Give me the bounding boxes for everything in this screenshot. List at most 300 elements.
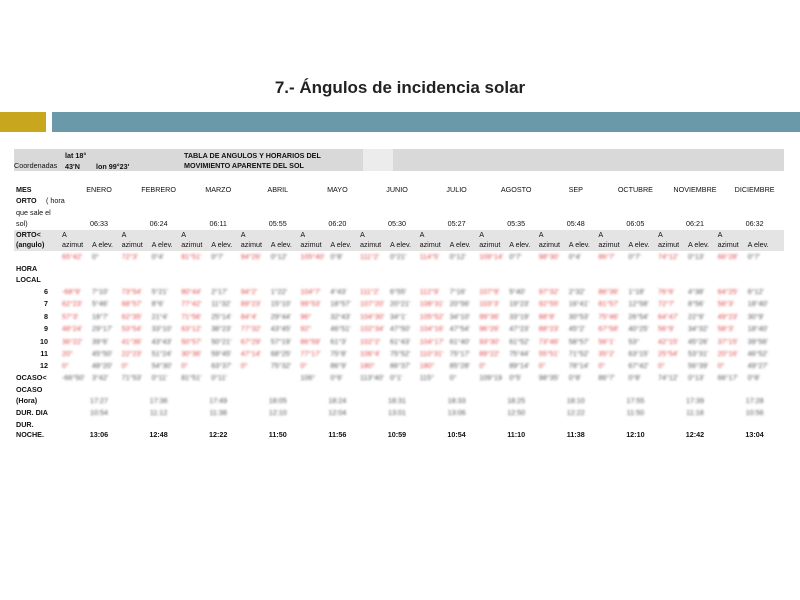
orto-time: 05:35 bbox=[507, 219, 526, 228]
dur-dia-value: 10:54 bbox=[90, 408, 108, 417]
hour-row-10 bbox=[14, 337, 784, 349]
hour-row-12 bbox=[14, 361, 784, 373]
hour-angle-elevation: 4°43' bbox=[330, 287, 347, 296]
hour-angle-azimut: 96°26' bbox=[479, 324, 500, 334]
hour-angle-elevation: 8°6' bbox=[151, 299, 164, 309]
hour-angle-elevation: 19°23' bbox=[509, 299, 530, 309]
dur-noche-value: 12:48 bbox=[149, 430, 168, 439]
hour-angle-elevation: 2°32' bbox=[568, 287, 586, 296]
orto-angle-header bbox=[14, 230, 784, 251]
hour-angle-azimut: 104°17' bbox=[419, 336, 444, 346]
hour-angle-elevation: 61°40' bbox=[449, 336, 470, 346]
orto-time: 06:11 bbox=[209, 219, 227, 228]
month-name: NOVIEMBRE bbox=[673, 185, 717, 194]
hour-angle-azimut: 80°44' bbox=[181, 287, 202, 296]
hour-angle-elevation: 75°17' bbox=[449, 349, 470, 358]
ocaso-angle-azimut: 74°12' bbox=[658, 373, 679, 382]
hour-angle-elevation: 1°18' bbox=[628, 287, 645, 296]
hour-angle-azimut: 50°57' bbox=[181, 336, 202, 346]
hour-angle-azimut: 20°16' bbox=[717, 349, 738, 358]
a-letter: A bbox=[181, 230, 186, 239]
azimut-label: azimut bbox=[598, 240, 620, 249]
hour-angle-azimut: 71°56' bbox=[181, 311, 202, 321]
ocaso-time: 18:31 bbox=[388, 396, 406, 405]
hour-angle-elevation: 61°52' bbox=[509, 336, 530, 346]
ocaso-angle-elevation: 0°8' bbox=[747, 373, 760, 382]
ocaso-angle-azimut: 81°51' bbox=[181, 373, 202, 382]
ocaso-angle-elevation: 3°42' bbox=[92, 373, 109, 382]
month-name: MAYO bbox=[327, 185, 348, 194]
hour-angle-azimut: -68°9' bbox=[62, 287, 81, 296]
hour-angle-elevation: 75°52' bbox=[390, 349, 411, 358]
hour-angle-elevation: 38°23' bbox=[211, 324, 232, 334]
orto-time: 06:32 bbox=[745, 219, 764, 228]
hour-angle-elevation: 78°14' bbox=[568, 361, 590, 371]
orto-sub-label: que sale el sol) bbox=[16, 208, 51, 228]
hour-angle-elevation: 85°28' bbox=[449, 361, 470, 371]
hour-angle-elevation: 6°12' bbox=[747, 287, 764, 296]
orto-time: 05:55 bbox=[268, 219, 287, 228]
orto-angle-elevation: 0°4' bbox=[568, 252, 582, 261]
month-name: JUNIO bbox=[386, 185, 408, 194]
ocaso-angle-elevation: 0° bbox=[449, 373, 457, 382]
ocaso-time: 18:05 bbox=[268, 396, 287, 405]
hour-angle-elevation: 50°21' bbox=[211, 336, 232, 346]
hour-angle-elevation: 39°56' bbox=[747, 336, 768, 346]
hour-label: 12 bbox=[40, 361, 48, 371]
ocaso-angle-elevation: 0°6' bbox=[330, 373, 343, 382]
hour-angle-elevation: 18°57' bbox=[330, 299, 351, 309]
hour-angle-azimut: 99°36' bbox=[479, 311, 500, 321]
hour-angle-azimut: 86°59' bbox=[300, 336, 321, 346]
dur-dia-value: 11:18 bbox=[686, 408, 704, 417]
hour-angle-elevation: 25°14' bbox=[211, 311, 232, 321]
hour-angle-azimut: 0° bbox=[717, 361, 725, 371]
orto-time: 05:30 bbox=[388, 219, 406, 228]
hour-label: 9 bbox=[44, 324, 48, 334]
orto-angle-elevation: 0°12' bbox=[449, 252, 466, 261]
ocaso-time: 17:28 bbox=[745, 396, 764, 405]
hour-angle-azimut: 57°3' bbox=[62, 311, 79, 321]
hour-row-11 bbox=[14, 349, 784, 361]
orto-time: 06:05 bbox=[626, 219, 645, 228]
hour-angle-elevation: 48°20' bbox=[92, 361, 113, 371]
hour-angle-elevation: 45°26' bbox=[688, 336, 709, 346]
hour-angle-azimut: 102°34' bbox=[360, 324, 385, 334]
hour-angle-elevation: 53° bbox=[628, 336, 640, 346]
azimut-label: azimut bbox=[419, 240, 441, 249]
hour-row-8 bbox=[14, 312, 784, 324]
hour-angle-elevation: 68°25' bbox=[270, 349, 292, 358]
hour-angle-elevation: 63°15' bbox=[628, 349, 649, 358]
orto-angle-elevation: 0° bbox=[92, 252, 99, 261]
hour-angle-elevation: 43°43' bbox=[151, 336, 172, 346]
noche-label: NOCHE. bbox=[16, 430, 44, 439]
hour-angle-azimut: 84°4' bbox=[240, 311, 258, 321]
azimut-label: azimut bbox=[717, 240, 739, 249]
hour-angle-azimut: 42°15' bbox=[658, 336, 679, 346]
hour-angle-elevation: 34°32' bbox=[688, 324, 709, 334]
ocaso-hora-label: (Hora) bbox=[16, 396, 38, 405]
hour-angle-azimut: 96° bbox=[300, 311, 312, 321]
hour-angle-elevation: 34°1' bbox=[390, 311, 407, 321]
aelev-label: A elev. bbox=[92, 240, 114, 249]
hour-angle-azimut: 0° bbox=[121, 361, 129, 371]
ocaso-hora-row bbox=[14, 385, 784, 407]
orto-angle-azimut: 109°14' bbox=[479, 252, 504, 261]
orto-angle-azimut: 66°28' bbox=[717, 252, 738, 261]
hour-angle-azimut: 62°35' bbox=[121, 311, 142, 321]
hour-angle-elevation: 75°32' bbox=[270, 361, 292, 371]
dur-noche-value: 13:04 bbox=[745, 430, 764, 439]
dur-noche-value: 12:10 bbox=[626, 430, 645, 439]
hour-angle-elevation: 49°27' bbox=[747, 361, 768, 371]
orto-angle-azimut: 86°7' bbox=[598, 252, 615, 261]
hour-angle-azimut: 180° bbox=[360, 361, 375, 371]
accent-bar-teal bbox=[52, 112, 800, 132]
hour-angle-azimut: 64°47' bbox=[658, 311, 679, 321]
hour-angle-azimut: 105°52' bbox=[419, 311, 444, 321]
ocaso-angle-elevation: 0°8' bbox=[628, 373, 641, 382]
hour-angle-elevation: 22°9' bbox=[688, 311, 705, 321]
hour-angle-elevation: 58°57' bbox=[568, 336, 590, 346]
hour-angle-azimut: 102°2' bbox=[360, 336, 381, 346]
hour-angle-elevation: 45°2' bbox=[568, 324, 586, 334]
hour-angle-elevation: 46°51' bbox=[330, 324, 351, 334]
aelev-label: A elev. bbox=[509, 240, 531, 249]
hour-angle-elevation: 8°56' bbox=[688, 299, 705, 309]
aelev-label: A elev. bbox=[270, 240, 292, 249]
hour-angle-azimut: 35°2' bbox=[598, 349, 615, 358]
hour-angle-azimut: 75°46' bbox=[598, 311, 619, 321]
orto-angle-elevation: 0°8' bbox=[330, 252, 343, 261]
hour-angle-elevation: 18°7' bbox=[92, 311, 109, 321]
orto-angle-azimut: 98°30' bbox=[538, 252, 560, 261]
azimut-label: azimut bbox=[300, 240, 322, 249]
hour-angle-azimut: 0° bbox=[240, 361, 248, 371]
orto-angle-elevation: 0°21' bbox=[390, 252, 407, 261]
ocaso-time: 17:39 bbox=[686, 396, 704, 405]
hour-angle-elevation: 30°53' bbox=[568, 311, 590, 321]
dur-dia-value: 12:04 bbox=[328, 408, 347, 417]
hour-angle-azimut: 107°9' bbox=[479, 287, 500, 296]
a-letter: A bbox=[598, 230, 604, 239]
hour-angle-azimut: 111°2' bbox=[360, 287, 380, 296]
hour-angle-elevation: 18°40' bbox=[747, 299, 768, 309]
hour-row-6 bbox=[14, 287, 784, 299]
hour-angle-elevation: 39°6' bbox=[92, 336, 109, 346]
hour-angle-azimut: 0° bbox=[658, 361, 665, 371]
hour-angle-azimut: 89°22' bbox=[479, 349, 500, 358]
month-name: ABRIL bbox=[267, 185, 289, 194]
hour-angle-azimut: 67°29' bbox=[240, 336, 262, 346]
coordenadas-label: Coordenadas bbox=[14, 161, 58, 170]
month-name: MARZO bbox=[205, 185, 232, 194]
hour-angle-elevation: 47°23' bbox=[509, 324, 530, 334]
a-letter: A bbox=[121, 230, 127, 239]
longitude: lon 99°23' bbox=[96, 162, 130, 171]
orto-angle-azimut: 81°51' bbox=[181, 252, 202, 261]
ocaso-angle-azimut: 109°19 bbox=[479, 373, 503, 382]
ocaso-angle-elevation: 0°1' bbox=[390, 373, 403, 382]
ocaso-angle-azimut: 71°53' bbox=[121, 373, 142, 382]
ocaso-angle-azimut: 98°35' bbox=[538, 373, 560, 382]
hour-angle-azimut: 103°3' bbox=[479, 299, 500, 309]
month-name: ENERO bbox=[86, 185, 112, 194]
a-letter: A bbox=[538, 230, 544, 239]
hour-angle-azimut: 107°20' bbox=[360, 299, 385, 309]
hour-angle-azimut: 92°55' bbox=[538, 299, 560, 309]
azimut-label: azimut bbox=[240, 240, 262, 249]
hour-label: 6 bbox=[44, 287, 48, 296]
ocaso-time: 18:33 bbox=[447, 396, 466, 405]
orto-angle-elevation: 0°7' bbox=[628, 252, 641, 261]
orto-time: 06:20 bbox=[328, 219, 347, 228]
orto-angle-elevation: 0°12' bbox=[270, 252, 288, 261]
orto-hora-note: ( hora bbox=[46, 196, 65, 205]
hour-angle-azimut: 89°23' bbox=[240, 299, 262, 309]
aelev-label: A elev. bbox=[390, 240, 412, 249]
hour-angle-elevation: 75°44' bbox=[509, 349, 530, 358]
hour-angle-elevation: 2°17' bbox=[211, 287, 228, 296]
hour-angle-azimut: 56°9' bbox=[658, 324, 675, 334]
table-header-right bbox=[393, 149, 784, 171]
table-title: TABLA DE ANGULOS Y HORARIOS DEL MOVIMIENTO APARENTE DEL SOL bbox=[184, 151, 321, 170]
orto-angle-azimut: 65°42' bbox=[62, 252, 83, 261]
hour-angle-azimut: 67°58' bbox=[598, 324, 619, 334]
orto-angle-azimut: 94°26' bbox=[240, 252, 262, 261]
hour-angle-elevation: 33°19' bbox=[509, 311, 530, 321]
dur-dia-row bbox=[14, 408, 784, 419]
a-letter: A bbox=[240, 230, 246, 239]
hour-angle-azimut: 36°22' bbox=[62, 336, 83, 346]
dur-dia-value: 11:12 bbox=[149, 408, 168, 417]
angulo-label: (angulo) bbox=[16, 240, 45, 249]
orto-angle-elevation: 0°4' bbox=[151, 252, 164, 261]
hour-angle-elevation: 67°42' bbox=[628, 361, 649, 371]
hour-label: 8 bbox=[44, 311, 48, 321]
ocaso-angle-azimut: 106° bbox=[300, 373, 316, 382]
orto-time: 05:48 bbox=[566, 219, 585, 228]
hour-angle-elevation: 61°3' bbox=[330, 336, 347, 346]
hour-angle-elevation: 16°41' bbox=[568, 299, 590, 309]
hour-angle-elevation: 40°25' bbox=[628, 324, 649, 334]
hour-angle-azimut: 112°9' bbox=[419, 287, 440, 296]
hour-angle-azimut: 0° bbox=[479, 361, 487, 371]
hour-angle-elevation: 51°24' bbox=[151, 349, 172, 358]
mes-label: MES bbox=[16, 185, 32, 194]
hour-angle-azimut: 86°36' bbox=[598, 287, 619, 296]
dur-noche-value: 11:50 bbox=[268, 430, 287, 439]
hour-angle-elevation: 15°10' bbox=[270, 299, 292, 309]
ocaso-time: 17:49 bbox=[209, 396, 228, 405]
dur-noche-value: 11:10 bbox=[507, 430, 526, 439]
orto-angle-azimut: 72°3' bbox=[121, 252, 138, 261]
hour-angle-elevation: 56°39' bbox=[688, 361, 709, 371]
dur-dia-value: 12:22 bbox=[566, 408, 585, 417]
hour-angle-elevation: 89°14' bbox=[509, 361, 530, 371]
dur-dia-value: 12:50 bbox=[507, 408, 526, 417]
month-name: FEBRERO bbox=[141, 185, 176, 194]
month-name: AGOSTO bbox=[500, 185, 532, 194]
hour-angle-elevation: 33°10' bbox=[151, 324, 172, 334]
dur-dia-label: DUR. DIA bbox=[16, 408, 48, 417]
month-name: SEP bbox=[568, 185, 583, 194]
hour-angle-azimut: 108°31' bbox=[419, 299, 444, 309]
hour-angle-elevation: 5°21' bbox=[151, 287, 168, 296]
a-letter: A bbox=[300, 230, 306, 239]
a-letter: A bbox=[419, 230, 425, 239]
hour-label: 11 bbox=[40, 349, 48, 358]
header-gap bbox=[363, 149, 393, 171]
hour-label: 7 bbox=[44, 299, 48, 309]
aelev-label: A elev. bbox=[568, 240, 590, 249]
dur-noche-value: 12:22 bbox=[208, 430, 228, 439]
month-header-row bbox=[14, 185, 784, 195]
aelev-label: A elev. bbox=[330, 240, 352, 249]
hour-angle-elevation: 71°52' bbox=[568, 349, 590, 358]
orto-label: ORTO bbox=[16, 196, 37, 205]
hour-angle-elevation: 63°37' bbox=[211, 361, 232, 371]
a-letter: A bbox=[62, 230, 67, 239]
hour-angle-elevation: 46°52' bbox=[747, 349, 768, 358]
dur-noche-row bbox=[14, 420, 784, 442]
hour-angle-elevation: 1°22' bbox=[270, 287, 288, 296]
orto-time: 06:24 bbox=[149, 219, 168, 228]
hour-angle-azimut: 72°7' bbox=[658, 299, 675, 309]
hour-angle-elevation: 45°50' bbox=[92, 349, 113, 358]
ocaso-angle-label: OCASO< bbox=[16, 373, 47, 382]
orto-angle-azimut: 111°2' bbox=[360, 252, 380, 261]
dur-noche-label: DUR. bbox=[16, 420, 34, 429]
hour-angle-elevation: 6°55' bbox=[390, 287, 407, 296]
hour-angle-elevation: 86°9' bbox=[330, 361, 347, 371]
hour-angle-elevation: 18°40' bbox=[747, 324, 768, 334]
azimut-label: azimut bbox=[538, 240, 560, 249]
ocaso-time: 17:36 bbox=[149, 396, 168, 405]
hour-angle-azimut: 22°23' bbox=[121, 349, 142, 358]
hour-angle-azimut: 88°23' bbox=[538, 324, 560, 334]
dur-noche-value: 10:54 bbox=[447, 430, 466, 439]
hour-angle-azimut: 0° bbox=[538, 361, 546, 371]
orto-angle-elevation: 0°7' bbox=[211, 252, 224, 261]
hour-angle-azimut: 47°14' bbox=[240, 349, 262, 358]
ocaso-angle-elevation: 0°13' bbox=[688, 373, 705, 382]
orto-angles-row bbox=[14, 252, 784, 263]
hour-angle-elevation: 5°46' bbox=[92, 299, 109, 309]
dur-noche-value: 12:42 bbox=[685, 430, 705, 439]
hour-angle-elevation: 32°43' bbox=[330, 311, 351, 321]
aelev-label: A elev. bbox=[449, 240, 471, 249]
hour-angle-azimut: 81°57' bbox=[598, 299, 619, 309]
a-letter: A bbox=[658, 230, 663, 239]
hour-angle-azimut: 94°2' bbox=[240, 287, 258, 296]
hour-angle-azimut: 0° bbox=[598, 361, 606, 371]
hour-angle-azimut: 53°54' bbox=[121, 324, 142, 334]
azimut-label: azimut bbox=[479, 240, 501, 249]
ocaso-angle-azimut: -66°50' bbox=[62, 373, 85, 382]
hour-angle-azimut: 73°46' bbox=[538, 336, 560, 346]
dur-dia-value: 12:10 bbox=[268, 408, 287, 417]
hour-row-9 bbox=[14, 324, 784, 336]
hour-angle-elevation: 59°45' bbox=[211, 349, 232, 358]
dur-dia-value: 13:01 bbox=[388, 408, 406, 417]
month-name: DICIEMBRE bbox=[734, 185, 775, 194]
ocaso-time: 17:27 bbox=[90, 396, 108, 405]
latitude-minutes: 43'N bbox=[65, 162, 80, 171]
hour-angle-azimut: 63°12' bbox=[181, 324, 202, 334]
dur-noche-value: 11:38 bbox=[566, 430, 585, 439]
hour-angle-azimut: 104°30' bbox=[360, 311, 385, 321]
dur-dia-value: 11:38 bbox=[209, 408, 227, 417]
ocaso-time: 18:10 bbox=[566, 396, 585, 405]
dur-dia-value: 13:06 bbox=[447, 408, 466, 417]
hour-label: 10 bbox=[40, 336, 48, 346]
orto-time: 06:21 bbox=[686, 219, 704, 228]
hour-angle-elevation: 43°45' bbox=[270, 324, 292, 334]
dur-dia-value: 11:50 bbox=[626, 408, 645, 417]
orto-time: 05:27 bbox=[447, 219, 466, 228]
orto-angle-elevation: 0°7' bbox=[509, 252, 522, 261]
hora-local-row bbox=[14, 264, 784, 288]
hour-angle-azimut: 93°30' bbox=[479, 336, 500, 346]
hour-angle-azimut: 62°23' bbox=[62, 299, 83, 309]
hour-angle-azimut: 77°42' bbox=[181, 299, 202, 309]
hour-angle-azimut: 56°1' bbox=[598, 336, 615, 346]
orto-angle-azimut: 74°12' bbox=[658, 252, 679, 261]
hora-label: HORA bbox=[16, 264, 38, 273]
orto-angle-azimut: 114°5' bbox=[419, 252, 440, 261]
a-letter: A bbox=[717, 230, 723, 239]
orto-hora-row bbox=[14, 196, 784, 230]
hour-angle-elevation: 20°21' bbox=[390, 299, 411, 309]
dur-noche-value: 13:06 bbox=[89, 430, 109, 439]
azimut-label: azimut bbox=[360, 240, 382, 249]
hour-angle-azimut: 104°7' bbox=[300, 287, 321, 296]
hour-angle-elevation: 26°54' bbox=[628, 311, 649, 321]
ocaso-time: 18:24 bbox=[328, 396, 347, 405]
azimut-label: azimut bbox=[658, 240, 680, 249]
aelev-label: A elev. bbox=[211, 240, 233, 249]
hour-angle-azimut: 37°15' bbox=[717, 336, 738, 346]
dur-dia-value: 10:56 bbox=[745, 408, 764, 417]
ocaso-angle-azimut: 86°7' bbox=[598, 373, 615, 382]
ocaso-angle-elevation: 0°8' bbox=[568, 373, 582, 382]
hour-angle-elevation: 61°43' bbox=[390, 336, 411, 346]
hour-angle-azimut: 0° bbox=[300, 361, 308, 371]
hour-angle-elevation: 11°32' bbox=[211, 299, 231, 309]
month-name: OCTUBRE bbox=[617, 185, 653, 194]
hour-angle-azimut: 0° bbox=[62, 361, 69, 371]
hour-angle-azimut: 58°3' bbox=[717, 299, 734, 309]
hour-angle-elevation: 57°19' bbox=[270, 336, 292, 346]
hour-angle-azimut: 73°54' bbox=[121, 287, 142, 296]
hour-angle-azimut: 110°31' bbox=[419, 349, 444, 358]
ocaso-angle-elevation: 0°11' bbox=[211, 373, 227, 382]
hour-angle-azimut: 88°8' bbox=[538, 311, 556, 321]
hour-angle-elevation: 54°30' bbox=[151, 361, 172, 371]
azimut-label: azimut bbox=[181, 240, 203, 249]
hour-angle-azimut: 48°24' bbox=[62, 324, 83, 334]
hour-angle-azimut: 106°4' bbox=[360, 349, 381, 358]
ocaso-angle-elevation: 0°11' bbox=[151, 373, 168, 382]
ocaso-angle-elevation: 0°5' bbox=[509, 373, 522, 382]
hour-angle-elevation: 21°4' bbox=[151, 311, 168, 321]
latitude: lat 18° bbox=[65, 151, 87, 160]
hour-angle-elevation: 86°37' bbox=[390, 361, 411, 371]
hour-angle-azimut: 97°32' bbox=[538, 287, 560, 296]
accent-bar-gold bbox=[0, 112, 46, 132]
